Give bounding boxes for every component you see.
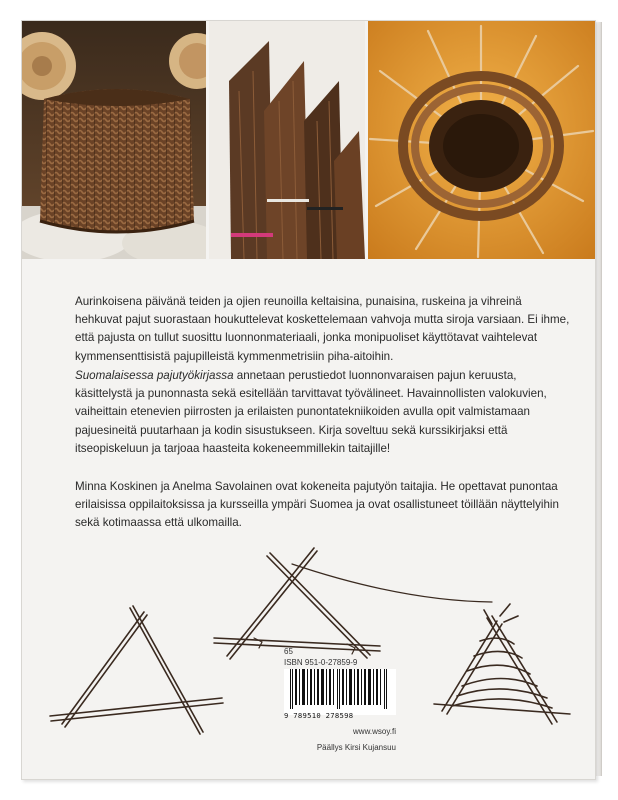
photo-basket-base — [368, 21, 595, 259]
drawing-woven-triangle — [434, 604, 570, 724]
cover-design-credit: Päällys Kirsi Kujansuu — [316, 743, 396, 752]
drawing-tied-triangle — [214, 548, 492, 659]
photo-willow-bundles — [209, 21, 365, 259]
barcode-digits: 9 789510 278598 — [284, 711, 354, 720]
drawing-simple-triangle — [50, 606, 223, 734]
intro-text: Aurinkoisena päivänä teiden ja ojien reunoilla keltaisina, punaisina, ruskeina ja vihreinä hehkuvat pajut suorastaan houkuttelevat koskettelemaan vahvoja mutta siroja varsiaan. Ei ihme, että pajusta on tullut suosittu luonnonmateriaali, jonka monipuoliset käyttötavat vaihtelevat kymmensenttisistä pajupilleistä kymmenmetrisiin piha-aitoihin. — [75, 295, 570, 363]
isbn-label: ISBN 951-0-27859-9 — [284, 658, 358, 667]
authors-text: Minna Koskinen ja Anelma Savolainen ovat kokeneita pajutyön taitajia. He opettavat punontaa erilaisissa oppilaitoksissa ja kursseilla ympäri Suomea ja ovat osallistuneet töillään näyttelyihin sekä kotimaassa että ulkomailla. — [75, 480, 559, 530]
description-text: annetaan perustiedot luonnonvaraisen pajun keruusta, käsittelystä ja punonnasta sekä esitellään tarvittavat työvälineet. Havainnollisten valokuvien, vaiheittain etenevien piirrosten ja erilaisten punontatekniikoiden avulla opit valmistamaan pajuesineitä puutarhaan ja kodin sisustukseen. Kirja soveltuu sekä kurssikirjaksi että itseopiskeluun ja tarjoaa haasteita kokeneemmillekin taitajille! — [75, 369, 547, 455]
publisher-website: www.wsoy.fi — [353, 727, 396, 736]
authors-paragraph — [75, 478, 570, 533]
intro-paragraph — [75, 293, 570, 366]
book-description-paragraph — [75, 367, 570, 458]
photo-basket-on-logs — [22, 21, 206, 259]
photo-strip — [22, 21, 595, 259]
book-back-cover — [21, 20, 596, 780]
book-title-italic: Suomalaisessa pajutyökirjassa — [75, 369, 234, 382]
barcode — [284, 669, 396, 715]
class-number: 65 — [284, 647, 293, 656]
